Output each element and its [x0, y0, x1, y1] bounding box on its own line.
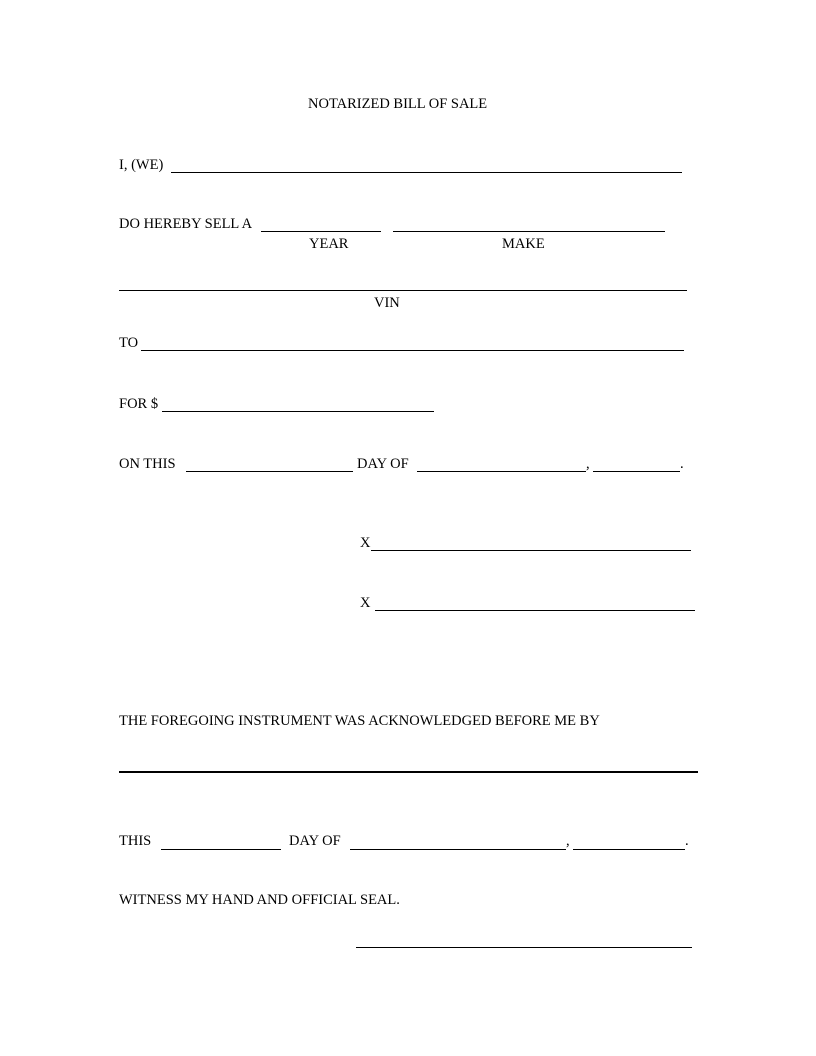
- this-label: THIS: [119, 833, 152, 849]
- notary-day-of-label: DAY OF: [289, 833, 341, 849]
- sale-day-line[interactable]: [186, 471, 353, 472]
- sale-month-line[interactable]: [417, 471, 586, 472]
- acknowledgment-text: THE FOREGOING INSTRUMENT WAS ACKNOWLEDGED BEFORE ME BY: [119, 713, 600, 729]
- seller-signature-line-1[interactable]: [371, 550, 691, 551]
- seller-signature-line-2[interactable]: [375, 610, 695, 611]
- buyer-name-line[interactable]: [141, 350, 684, 351]
- sale-year-line[interactable]: [593, 471, 680, 472]
- make-line[interactable]: [393, 231, 665, 232]
- sale-date-comma: ,: [586, 456, 590, 472]
- notary-signature-line[interactable]: [356, 947, 692, 948]
- make-label: MAKE: [502, 236, 545, 252]
- price-line[interactable]: [162, 411, 434, 412]
- signature-mark-2: X: [360, 595, 371, 611]
- for-label: FOR $: [119, 396, 159, 412]
- notary-date-period: .: [685, 833, 689, 849]
- vin-line[interactable]: [119, 290, 687, 291]
- vin-label: VIN: [374, 295, 400, 311]
- sale-date-period: .: [680, 456, 684, 472]
- day-of-label: DAY OF: [357, 456, 409, 472]
- on-this-label: ON THIS: [119, 456, 176, 472]
- year-label: YEAR: [309, 236, 349, 252]
- witness-text: WITNESS MY HAND AND OFFICIAL SEAL.: [119, 892, 400, 908]
- acknowledged-by-line[interactable]: [119, 771, 698, 773]
- notary-day-line[interactable]: [161, 849, 281, 850]
- year-line[interactable]: [261, 231, 381, 232]
- to-label: TO: [119, 335, 139, 351]
- notary-date-comma: ,: [566, 833, 570, 849]
- seller-label: I, (WE): [119, 157, 164, 173]
- notary-month-line[interactable]: [350, 849, 566, 850]
- signature-mark-1: X: [360, 535, 371, 551]
- seller-name-line[interactable]: [171, 172, 682, 173]
- document-title: NOTARIZED BILL OF SALE: [308, 96, 488, 112]
- sell-label: DO HEREBY SELL A: [119, 216, 253, 232]
- notary-year-line[interactable]: [573, 849, 685, 850]
